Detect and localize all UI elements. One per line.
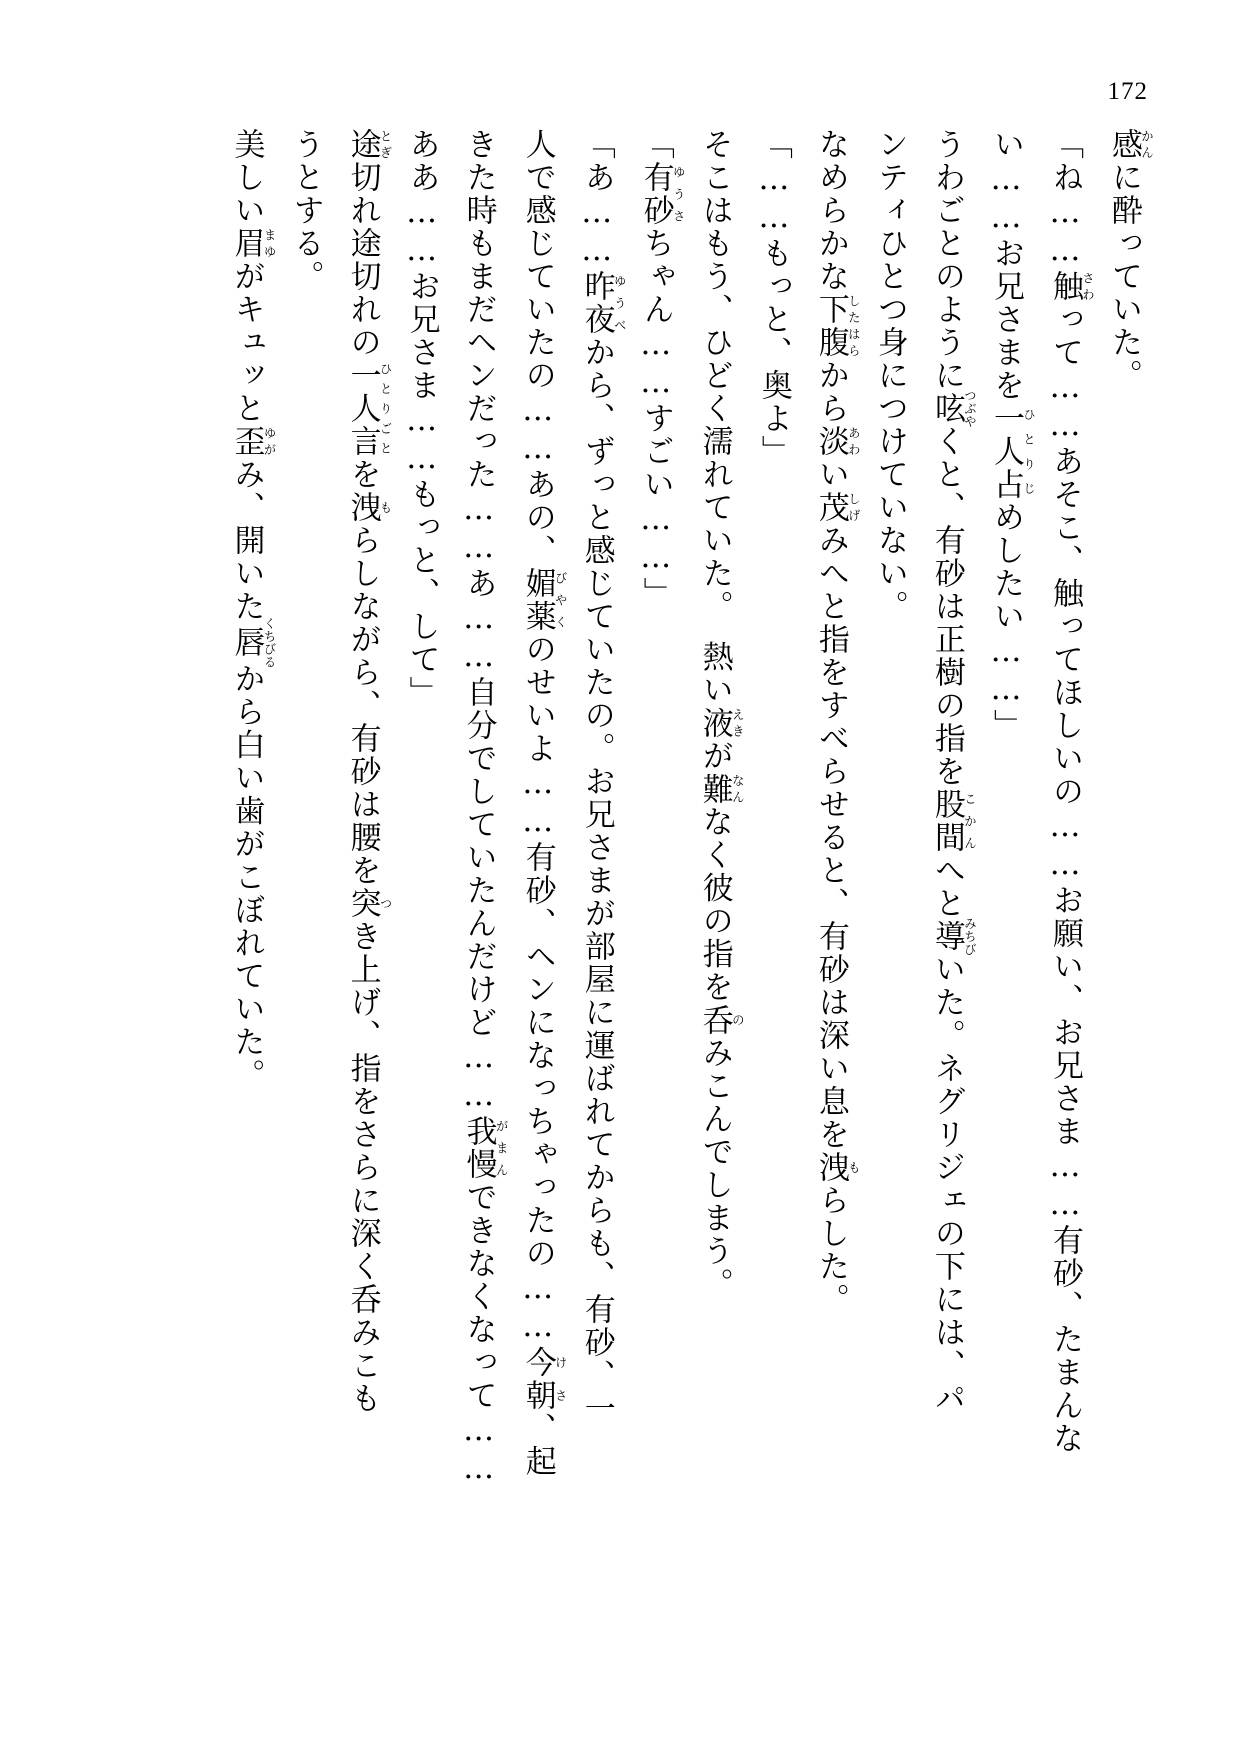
ruby-text: 液えき [696, 706, 746, 740]
text-line: うわごとのように呟つぶやくと、有砂は正樹の指を股間こかんへと導みちびいた。ネグリジェの下には、パ [928, 128, 978, 1415]
ruby-text: 呑の [696, 1003, 746, 1037]
ruby-text: 一人占ひとりじ [987, 402, 1037, 501]
ruby-text: 導みちび [928, 917, 978, 956]
text-line: そこはもう、ひどく濡れていた。 熱い液えきが難なんなく彼の指を呑のみこんでしまう。 [696, 128, 746, 1301]
text-line: ああ……お兄さま……もっと、して」 [403, 128, 440, 709]
ruby-text: 洩も [812, 1151, 862, 1184]
text-line: なめらかな下腹したはらから淡あわい茂しげみへと指をすべらせると、有砂は深い息を洩もらした。 [812, 128, 862, 1316]
text-line: 美しい眉まゆがキュッと歪ゆがみ、開いた唇くちびるから白い歯がこぼれていた。 [228, 128, 278, 1092]
text-line: 感かんに酔っていた。 [1106, 128, 1155, 392]
vertical-text-body [228, 128, 1155, 1488]
ruby-text: 突つ [344, 887, 394, 920]
ruby-text: 触さわ [1046, 270, 1096, 303]
ruby-text: 一人言ひとりごと [344, 359, 394, 458]
ruby-text: 茂しげ [812, 491, 862, 524]
ruby-text: 途とぎ [344, 128, 394, 161]
text-line: きた時もまだヘンだった……あ……自分でしていたんだけど……我慢がまんできなくなって…… [460, 128, 510, 1488]
text-line: 「有砂ゆうさちゃん……すごい……」 [637, 128, 687, 610]
ruby-text: 唇くちびる [228, 617, 278, 669]
text-line: うとする。 [287, 128, 324, 293]
text-line: 途とぎ切れ途切れの一人言ひとりごとを洩もらしながら、有砂は腰を突つき上げ、指をさらに深く呑みこも [344, 128, 394, 1415]
ruby-text: 我慢がまん [460, 1115, 510, 1181]
text-line: い……お兄さまを一人占ひとりじめしたい……」 [987, 128, 1037, 742]
text-line: 「ね……触さわって……あそこ、触ってほしいの……お願い、お兄さま……有砂、たまんな [1046, 128, 1096, 1455]
page-number: 172 [1107, 78, 1148, 105]
ruby-text: 洩も [344, 491, 394, 524]
ruby-text: 下腹したはら [812, 293, 862, 359]
ruby-text: 有砂ゆうさ [637, 161, 687, 227]
ruby-text: 呟つぶや [928, 389, 978, 428]
ruby-text: 今朝けさ [519, 1346, 569, 1412]
text-line: 「あ……昨夜ゆうべから、ずっと感じていたの。お兄さまが部屋に運ばれてからも、有砂、一 [578, 128, 628, 1425]
text-line: 人で感じていたの……あの、媚薬びやくのせいよ……有砂、ヘンになっちゃったの……今朝けさ、起 [519, 128, 569, 1478]
ruby-text: 股間こかん [928, 788, 978, 854]
ruby-text: 媚薬びやく [519, 567, 569, 633]
ruby-text: 歪ゆが [228, 425, 278, 458]
ruby-text: 感かん [1106, 128, 1155, 161]
text-line: 「……もっと、奥よ」 [755, 128, 792, 468]
text-line: ンティひとつ身につけていない。 [871, 128, 908, 623]
ruby-text: 難なん [696, 772, 746, 806]
ruby-text: 眉まゆ [228, 227, 278, 260]
ruby-text: 淡あわ [812, 425, 862, 458]
ruby-text: 昨夜ゆうべ [578, 270, 628, 336]
